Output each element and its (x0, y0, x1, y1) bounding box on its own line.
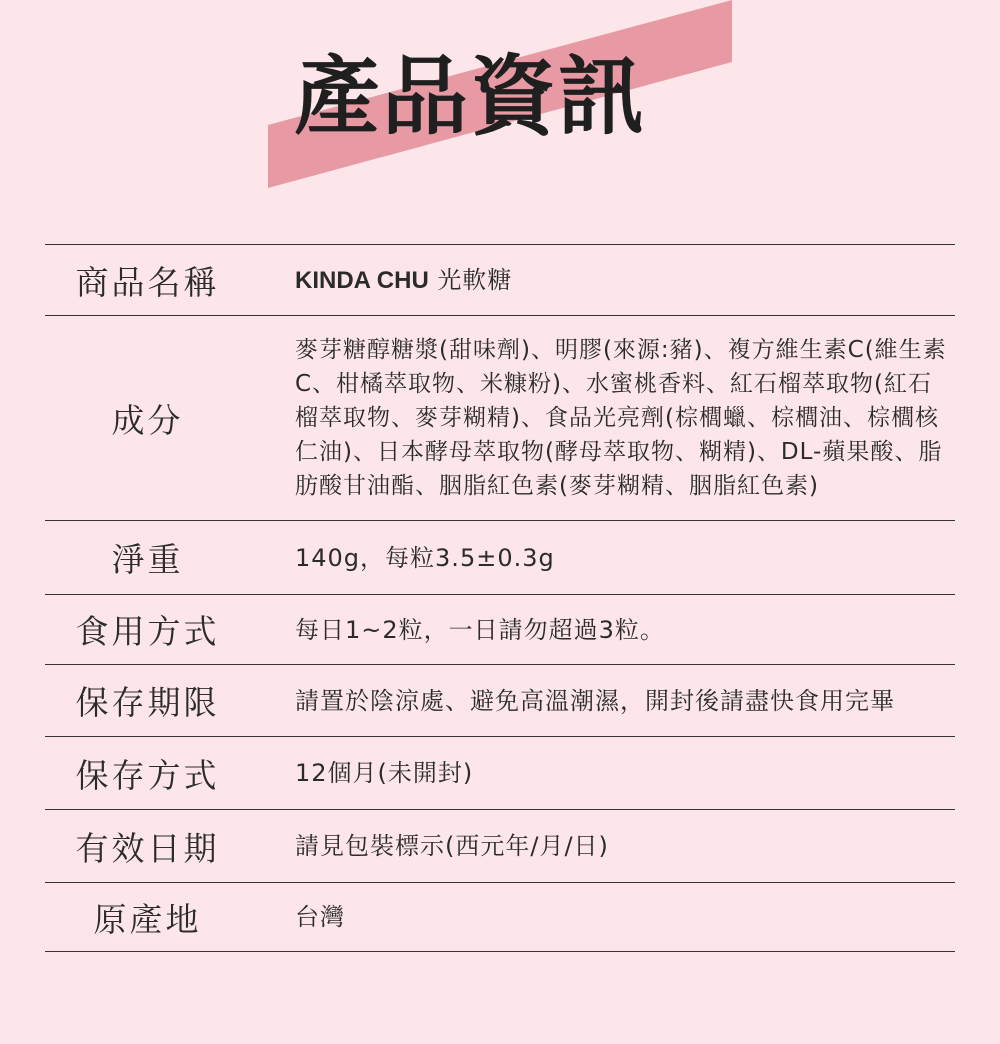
row-label: 原產地 (93, 899, 202, 939)
row-label: 保存期限 (75, 683, 220, 722)
row-label: 有效日期 (75, 828, 220, 868)
row-value: 請置於陰涼處、避免高溫潮濕，開封後請盡快食用完畢 (295, 686, 895, 715)
ingredients-text: 麥芽糖醇糖漿(甜味劑)、明膠(來源:豬)、複方維生素C(維生素C、柑橘萃取物、米糠粉)、水蜜桃香料、紅石榴萃取物(紅石榴萃取物、麥芽糊精)、食品光亮劑(棕櫚蠟、棕櫚油、棕櫚核仁油)、日本酵母萃取物(酵母萃取物、糊精)、DL-蘋果酸、脂肪酸甘油酯、胭脂紅色素(麥芽糊精、胭脂紅色素) (295, 337, 947, 499)
info-row-net-weight (45, 520, 955, 594)
product-name: 光軟糖 (437, 265, 513, 294)
info-row-origin (45, 882, 955, 952)
row-value: 台灣 (295, 903, 345, 931)
row-label: 保存方式 (75, 755, 220, 795)
row-value (295, 263, 512, 298)
row-value: 每日1~2粒，一日請勿超過3粒。 (295, 615, 665, 644)
row-value: 12個月(未開封) (295, 759, 474, 787)
row-value: 請見包裝標示(西元年/月/日) (295, 832, 609, 860)
info-row-storage (45, 736, 955, 809)
brand-name: KINDA CHU (295, 266, 429, 294)
page-title: 產品資訊 (294, 47, 646, 147)
row-value: 140g，每粒3.5±0.3g (295, 543, 555, 572)
title-banner (0, 0, 1000, 200)
row-label: 成分 (111, 400, 184, 440)
row-label: 淨重 (111, 540, 184, 579)
info-row-expiry-date (45, 809, 955, 882)
row-label: 商品名稱 (75, 262, 220, 302)
product-info-table (45, 244, 955, 952)
info-row-ingredients (45, 315, 955, 520)
info-row-shelf-life (45, 664, 955, 736)
info-row-usage (45, 594, 955, 664)
info-row-product-name (45, 244, 955, 315)
row-label: 食用方式 (75, 612, 220, 651)
